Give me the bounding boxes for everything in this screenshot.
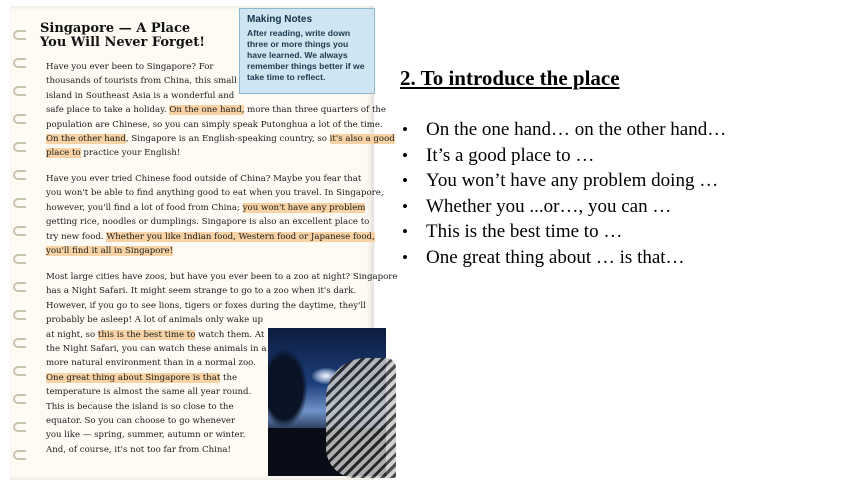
list-item-text: On the one hand… on the other hand… bbox=[426, 119, 727, 140]
list-item bbox=[400, 247, 840, 273]
paragraph-line: you like — spring, summer, autumn or winter. bbox=[46, 430, 246, 441]
paragraph-line: equator. So you can choose to go whenever bbox=[46, 416, 236, 427]
bullet-icon: • bbox=[402, 247, 408, 267]
phrase-list bbox=[400, 119, 840, 272]
paragraph-line bbox=[46, 132, 395, 146]
list-item-text: This is the best time to … bbox=[426, 221, 623, 242]
article-title: Singapore — A Place You Will Never Forget! bbox=[40, 21, 205, 50]
list-item bbox=[400, 221, 840, 247]
list-item-text: Whether you ...or…, you can … bbox=[426, 195, 672, 217]
paragraph-line: And, of course, it's not too far from China! bbox=[46, 444, 231, 455]
list-item-text: One great thing about … is that… bbox=[426, 246, 685, 268]
bullet-icon: • bbox=[402, 222, 408, 241]
paragraph-line bbox=[46, 146, 376, 160]
paragraph-line: you won't be able to find anything good to eat when you travel. In Singapore, bbox=[46, 188, 384, 199]
highlighted-phrase: On the one hand, bbox=[169, 105, 245, 116]
list-item bbox=[400, 170, 840, 196]
text-run: at night, so bbox=[46, 329, 98, 340]
paragraph-line: However, if you go to see lions, tigers or foxes during the daytime, they'll bbox=[46, 300, 366, 311]
textbook-page bbox=[10, 6, 398, 480]
notebook-rings bbox=[10, 6, 32, 480]
paragraph-line: temperature is almost the same all year round. bbox=[46, 387, 252, 398]
highlighted-phrase: you'll find it all in Singapore! bbox=[46, 246, 174, 257]
text-run: watch them. At bbox=[195, 329, 265, 340]
highlighted-phrase: On the other hand bbox=[46, 134, 126, 145]
paragraph-1 bbox=[46, 60, 395, 161]
text-run: more than three quarters of the bbox=[244, 105, 387, 116]
text-run: try new food. bbox=[46, 231, 107, 242]
paragraph-line: population are Chinese, so you can simply speak Putonghua a lot of the time. bbox=[46, 119, 383, 130]
highlighted-phrase: this is the best time to bbox=[97, 329, 196, 340]
paragraph-line: the Night Safari, you can watch these animals in a bbox=[46, 344, 267, 355]
list-item bbox=[400, 145, 840, 171]
highlighted-phrase: you won't have any problem bbox=[242, 202, 366, 213]
highlighted-phrase: place to bbox=[46, 148, 81, 159]
paragraph-line: island in Southeast Asia is a wonderful and bbox=[46, 90, 235, 101]
paragraph-line bbox=[46, 230, 376, 244]
list-item-text: You won’t have any problem doing … bbox=[426, 170, 719, 191]
paragraph-line: thousands of tourists from China, this small bbox=[46, 76, 237, 87]
paragraph-line: getting rice, noodles or dumplings. Singapore is also an excellent place to bbox=[46, 217, 370, 228]
text-run: safe place to take a holiday. bbox=[46, 105, 170, 116]
list-item bbox=[400, 119, 840, 145]
tree-silhouette bbox=[268, 348, 308, 428]
text-run: however, you'll find a lot of food from China; bbox=[46, 202, 243, 213]
paragraph-line bbox=[46, 201, 376, 215]
tiger-silhouette bbox=[326, 358, 396, 478]
text-run: , Singapore is an English-speaking country, so bbox=[125, 134, 330, 145]
paragraph-line bbox=[46, 103, 387, 117]
bullet-icon: • bbox=[402, 120, 408, 139]
paragraph-line: probably be asleep! A lot of animals only wake up bbox=[46, 315, 263, 326]
paragraph-line: This is because the island is so close to the bbox=[46, 401, 234, 412]
paragraph-line: has a Night Safari. It might seem strange to go to a zoo when it's dark. bbox=[46, 286, 357, 297]
paragraph-line: Most large cities have zoos, but have you ever been to a zoo at night? Singapore bbox=[46, 272, 398, 282]
bullet-icon: • bbox=[402, 196, 408, 216]
night-safari-photo bbox=[268, 328, 386, 476]
paragraph-2 bbox=[46, 172, 384, 258]
slide-heading: 2. To introduce the place bbox=[400, 66, 620, 90]
list-item-text: It’s a good place to … bbox=[426, 144, 595, 166]
paragraph-line: more natural environment than in a normal zoo. bbox=[46, 358, 256, 369]
making-notes-text: After reading, write down three or more things you have learned. We always remember things better if we take time to reflect. bbox=[247, 28, 365, 82]
highlighted-phrase: Whether you like Indian food, Western food or Japanese food, bbox=[106, 231, 375, 242]
paragraph-line: Have you ever tried Chinese food outside of China? Maybe you fear that bbox=[46, 174, 362, 184]
text-run: the bbox=[220, 372, 238, 383]
bullet-icon: • bbox=[402, 145, 408, 165]
making-notes-title: Making Notes bbox=[247, 14, 313, 25]
highlighted-phrase: One great thing about Singapore is that bbox=[46, 372, 221, 383]
paragraph-line bbox=[46, 244, 376, 258]
paragraph-line: Have you ever been to Singapore? For bbox=[46, 62, 214, 72]
text-run: practice your English! bbox=[80, 148, 181, 159]
bullet-icon: • bbox=[402, 171, 408, 190]
list-item bbox=[400, 196, 840, 222]
highlighted-phrase: it's also a good bbox=[329, 134, 395, 145]
